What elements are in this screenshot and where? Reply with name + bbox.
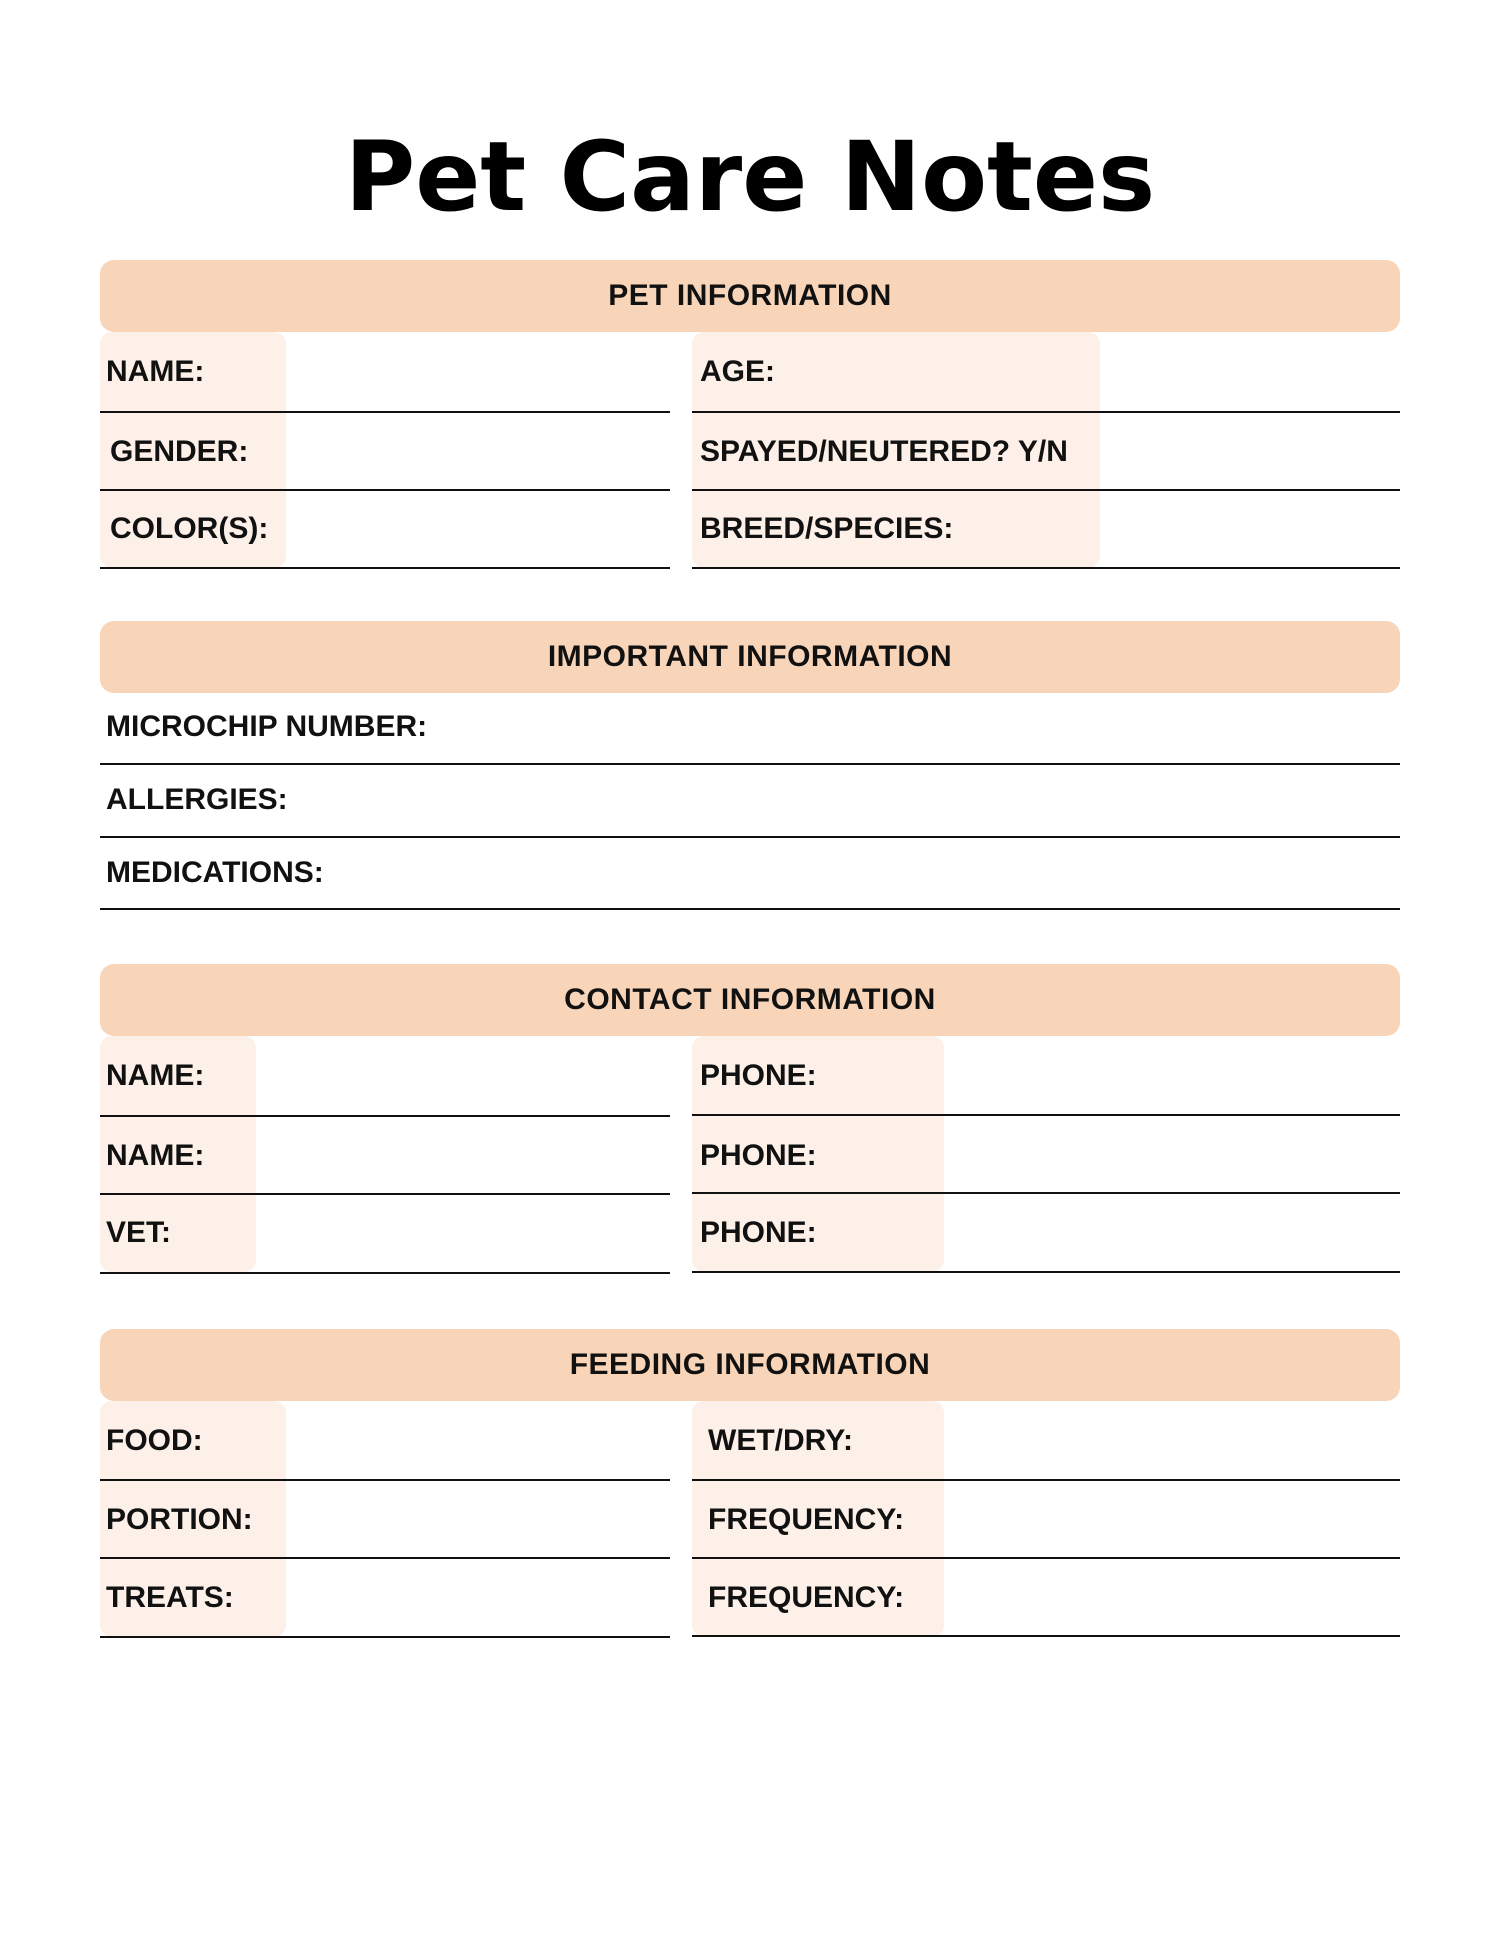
contact-name-1-field[interactable]	[100, 1115, 670, 1117]
treats-frequency-field[interactable]	[692, 1635, 1400, 1637]
food-field[interactable]	[100, 1479, 670, 1481]
portion-label: PORTION:	[106, 1503, 253, 1536]
contact-name-1-label: NAME:	[106, 1059, 205, 1092]
microchip-number-field[interactable]	[100, 763, 1400, 765]
vet-phone-field[interactable]	[692, 1271, 1400, 1273]
portion-field[interactable]	[100, 1557, 670, 1559]
contact-phone-1-field[interactable]	[692, 1114, 1400, 1116]
page-title: Pet Care Notes	[344, 121, 1156, 233]
pet-name-label: NAME:	[106, 355, 205, 388]
contact-information-header: CONTACT INFORMATION	[100, 964, 1400, 1036]
pet-age-field[interactable]	[692, 411, 1400, 413]
wet-dry-field[interactable]	[692, 1479, 1400, 1481]
vet-phone-label: PHONE:	[700, 1216, 817, 1249]
pet-spayed-neutered-label: SPAYED/NEUTERED? Y/N	[700, 435, 1068, 468]
pet-gender-field[interactable]	[100, 489, 670, 491]
treats-label: TREATS:	[106, 1581, 234, 1614]
pet-gender-label: GENDER:	[110, 435, 249, 468]
portion-frequency-label: FREQUENCY:	[708, 1503, 905, 1536]
treats-frequency-label: FREQUENCY:	[708, 1581, 905, 1614]
wet-dry-label: WET/DRY:	[708, 1424, 853, 1457]
pet-information-header: PET INFORMATION	[100, 260, 1400, 332]
pet-colors-field[interactable]	[100, 567, 670, 569]
pet-colors-label: COLOR(S):	[110, 512, 269, 545]
contact-phone-1-label: PHONE:	[700, 1059, 817, 1092]
allergies-field[interactable]	[100, 836, 1400, 838]
portion-frequency-field[interactable]	[692, 1557, 1400, 1559]
pet-name-field[interactable]	[100, 411, 670, 413]
vet-field[interactable]	[100, 1272, 670, 1274]
pet-breed-species-label: BREED/SPECIES:	[700, 512, 954, 545]
feeding-information-header: FEEDING INFORMATION	[100, 1329, 1400, 1401]
contact-name-2-field[interactable]	[100, 1193, 670, 1195]
contact-phone-2-field[interactable]	[692, 1192, 1400, 1194]
allergies-label: ALLERGIES:	[106, 783, 288, 816]
contact-name-2-label: NAME:	[106, 1139, 205, 1172]
important-information-header: IMPORTANT INFORMATION	[100, 621, 1400, 693]
microchip-number-label: MICROCHIP NUMBER:	[106, 710, 428, 743]
pet-spayed-neutered-field[interactable]	[692, 489, 1400, 491]
food-label: FOOD:	[106, 1424, 203, 1457]
medications-label: MEDICATIONS:	[106, 856, 324, 889]
pet-breed-species-field[interactable]	[692, 567, 1400, 569]
vet-label: VET:	[106, 1216, 172, 1249]
contact-phone-2-label: PHONE:	[700, 1139, 817, 1172]
pet-age-label: AGE:	[700, 355, 775, 388]
treats-field[interactable]	[100, 1636, 670, 1638]
medications-field[interactable]	[100, 908, 1400, 910]
